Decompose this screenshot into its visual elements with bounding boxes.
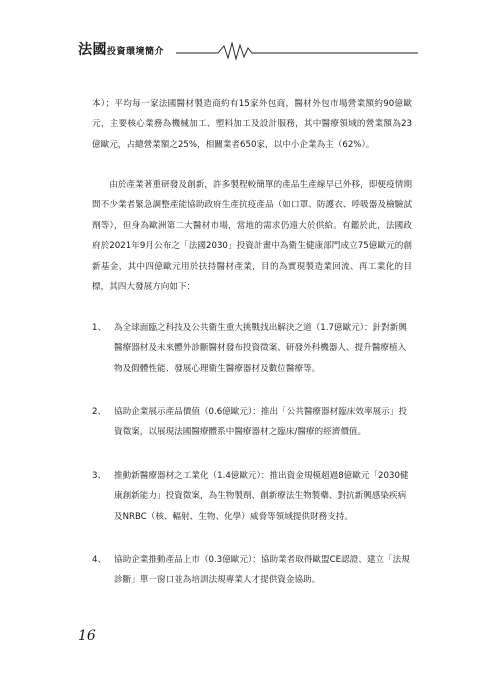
list-item-number: 4、 <box>92 555 107 565</box>
list-item <box>92 318 412 379</box>
list-item-text: 推動新醫療器材之工業化（1.4億歐元）：推出資金規模超過8億歐元「2030健康創新能力」投資徵案，為生物製劑、創新療法生物製藥、對抗新興感染疾病及NRBC（核、輻射、生物、化學）威脅等領域提供財務支持。 <box>114 471 409 522</box>
list-item <box>92 466 412 527</box>
list-item-text: 協助企業展示產品價值（0.6億歐元）：推出「公共醫療器材臨床效率展示」投資徵案，以展現法國醫療體系中醫療器材之臨床/醫療的經濟價值。 <box>114 407 407 438</box>
page-number: 16 <box>78 628 96 644</box>
list-item-text: 為全球面臨之科技及公共衛生重大挑戰找出解決之道（1.7億歐元）：針對新興醫療器材及未來體外診斷醫材發布投資徵案、研發外科機器人、提升醫療植入物及假體性能、發展心理衛生醫療器材及數位醫療等。 <box>114 323 407 374</box>
list-item-number: 2、 <box>92 407 107 417</box>
list-item-number: 3、 <box>92 471 107 481</box>
paragraph-1: 本）；平均每一家法國醫材製造商約有15家外包商，醫材外包市場營業額約90億歐元，主要核心業務為機械加工、塑料加工及設計服務，其中醫療領域的營業額為23億歐元，占總營業額之25%，相關業者650家，以中小企業為主（62%）。 <box>92 99 412 150</box>
running-header <box>78 40 418 62</box>
header-title-sub: 投資環境簡介 <box>107 47 165 57</box>
header-title-main: 法國 <box>78 42 107 58</box>
list-item <box>92 402 412 443</box>
list-item-number: 1、 <box>92 323 107 333</box>
list-item <box>92 550 412 591</box>
list-item-text: 協助企業推動產品上市（0.3億歐元）：協助業者取得歐盟CE認證、建立「法規診斷」單一窗口並為培訓法規專業人才提供資金協助。 <box>114 555 410 586</box>
paragraph-2: 由於產業著重研發及創新，許多製程較簡單的產品生產線早已外移，即便疫情期間不少業者緊急調整產能協助政府生產抗疫產品（如口罩、防護衣、呼吸器及檢驗試劑等），但身為歐洲第二大醫材市場，當地的需求仍遠大於供給。有鑑於此，法國政府於2021年9月公布之「法國2030」投資計畫中為衛生健康部門成立75億歐元的創新基金，其中四億歐元用於扶持醫材產業，目的為實現製造業回流、再工業化的目標，其四大發展方向如下： <box>92 180 412 293</box>
header-heartbeat-line <box>78 40 418 62</box>
